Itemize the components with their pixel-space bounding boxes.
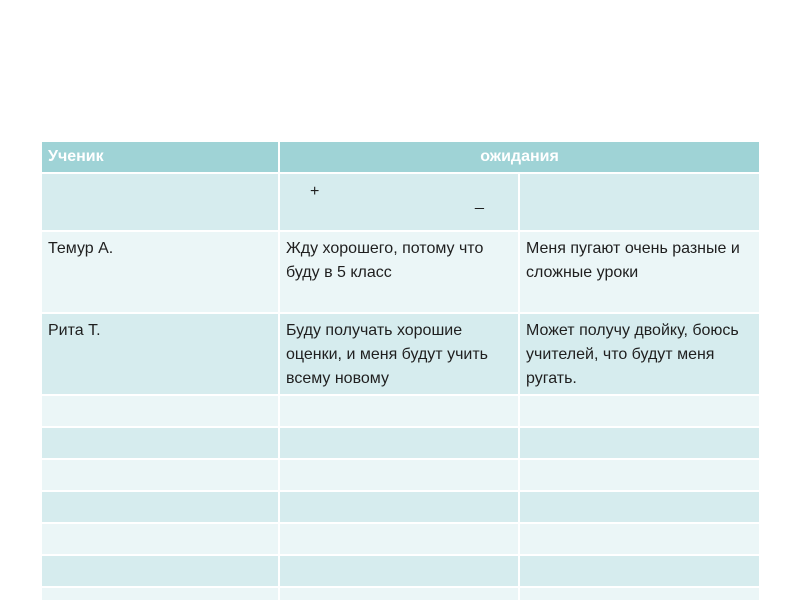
table-cell [41,427,279,459]
table-cell [519,587,760,600]
table-cell [519,555,760,587]
student-name-cell: Рита Т. [41,313,279,395]
negative-cell: Может получу двойку, боюсь учителей, что будут меня ругать. [519,313,760,395]
expectations-table [40,140,761,600]
header-expectations: ожидания [279,141,760,173]
table-row [41,555,760,587]
table-cell [41,555,279,587]
table-row [41,587,760,600]
table-cell [41,523,279,555]
table-row [41,313,760,395]
table-cell [41,173,279,231]
plus-sign: + [310,183,320,200]
table-cell [41,491,279,523]
table-cell [279,491,519,523]
table-row [41,523,760,555]
table-row [41,491,760,523]
negative-cell: Меня пугают очень разные и сложные уроки [519,231,760,313]
table-cell [519,523,760,555]
table-cell [279,395,519,427]
table-row [41,231,760,313]
table-row [41,459,760,491]
table-cell [41,459,279,491]
table-row [41,395,760,427]
table-row [41,427,760,459]
table-cell [519,491,760,523]
table-cell [519,427,760,459]
header-student: Ученик [41,141,279,173]
table-cell [519,173,760,231]
positive-cell: Буду получать хорошие оценки, и меня будут учить всему новому [279,313,519,395]
positive-cell: Жду хорошего, потому что буду в 5 класс [279,231,519,313]
student-name-cell: Темур А. [41,231,279,313]
table-row [41,173,760,231]
table-cell [519,395,760,427]
table-cell [41,587,279,600]
table-cell [279,587,519,600]
table-cell [279,427,519,459]
table-cell [41,395,279,427]
table-cell [279,555,519,587]
table-cell [279,523,519,555]
table-cell [279,459,519,491]
table-cell [519,459,760,491]
minus-sign: _ [475,193,484,210]
table-header-row [41,141,760,173]
sign-cell [279,173,519,231]
